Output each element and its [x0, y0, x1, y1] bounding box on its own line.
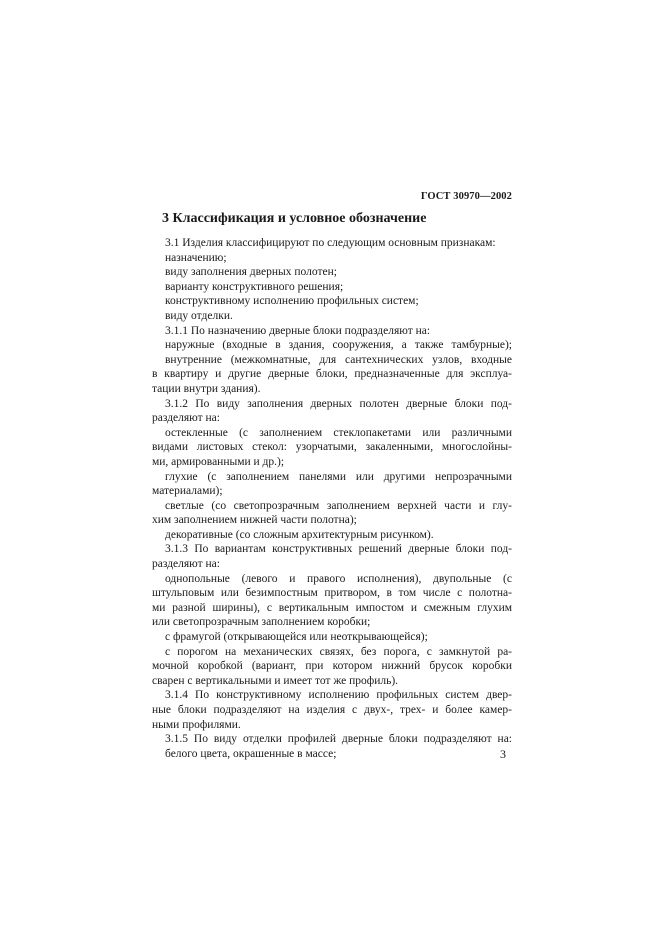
text-line: 3.1.3 По вариантам конструктивных решений дверные блоки под-	[165, 543, 512, 556]
text-line: однопольные (левого и правого исполнения), двупольные (с	[165, 572, 512, 585]
text-line: с порогом на механических связях, без порога, с замкнутой ра-	[165, 645, 512, 658]
text-line: хим заполнением нижней части полотна);	[152, 514, 357, 527]
text-line: виду заполнения дверных полотен;	[165, 266, 337, 279]
text-line: светлые (со светопрозрачным заполнением верхней части и глу-	[165, 499, 512, 512]
text-line: ми разной ширины), с вертикальным импостом и смежным глухим	[152, 601, 512, 614]
text-line: внутренние (межкомнатные, для сантехнических узлов, входные	[165, 353, 512, 366]
text-line: назначению;	[165, 251, 227, 264]
text-line: виду отделки.	[165, 309, 233, 322]
text-line: остекленные (с заполнением стеклопакетами или различными	[165, 426, 512, 439]
text-line: или светопрозрачным заполнением коробки;	[152, 616, 371, 629]
text-line: в квартиру и другие дверные блоки, предназначенные для эксплуа-	[152, 368, 512, 381]
text-line: глухие (с заполнением панелями или другими непрозрачными	[165, 470, 512, 483]
text-line: 3.1.4 По конструктивному исполнению профильных систем двер-	[165, 689, 512, 702]
section-heading: 3 Классификация и условное обозначение	[162, 211, 427, 226]
text-line: разделяют на:	[152, 412, 220, 425]
text-line: материалами);	[152, 485, 223, 498]
text-line: белого цвета, окрашенные в массе;	[165, 747, 337, 760]
page-number: 3	[500, 747, 506, 761]
text-line: тации внутри здания).	[152, 382, 261, 395]
text-line: варианту конструктивного решения;	[165, 280, 344, 293]
text-line: 3.1.1 По назначению дверные блоки подразделяют на:	[165, 324, 431, 337]
text-line: разделяют на:	[152, 558, 220, 571]
text-line: ные блоки подразделяют на изделия с двух-, трех- и более камер-	[152, 704, 512, 716]
text-line: сварен с вертикальными и имеет тот же профиль).	[152, 674, 399, 687]
text-line: 3.1 Изделия классифицируют по следующим основным признакам:	[165, 237, 496, 249]
text-line: ными профилями.	[152, 718, 241, 731]
text-line: ми, армированными и др.);	[152, 455, 285, 468]
text-line: 3.1.5 По виду отделки профилей дверные блоки подразделяют на:	[165, 733, 512, 746]
text-line: наружные (входные в здания, сооружения, а также тамбурные);	[165, 339, 512, 352]
document-code: ГОСТ 30970—2002	[420, 191, 512, 202]
text-line: видами листовых стекол: узорчатыми, закаленными, многослойны-	[152, 441, 512, 454]
text-line: мочной коробкой (вариант, при котором нижний брусок коробки	[152, 660, 512, 673]
text-line: штульповым или безимпостным притвором, в том числе с полотна-	[152, 587, 512, 600]
text-line: декоративные (со сложным архитектурным рисунком).	[165, 528, 434, 541]
text-line: конструктивному исполнению профильных систем;	[165, 295, 419, 308]
text-line: с фрамугой (открывающейся или неоткрывающейся);	[165, 631, 428, 644]
text-line: 3.1.2 По виду заполнения дверных полотен дверные блоки под-	[165, 397, 512, 410]
section-body	[152, 236, 512, 761]
